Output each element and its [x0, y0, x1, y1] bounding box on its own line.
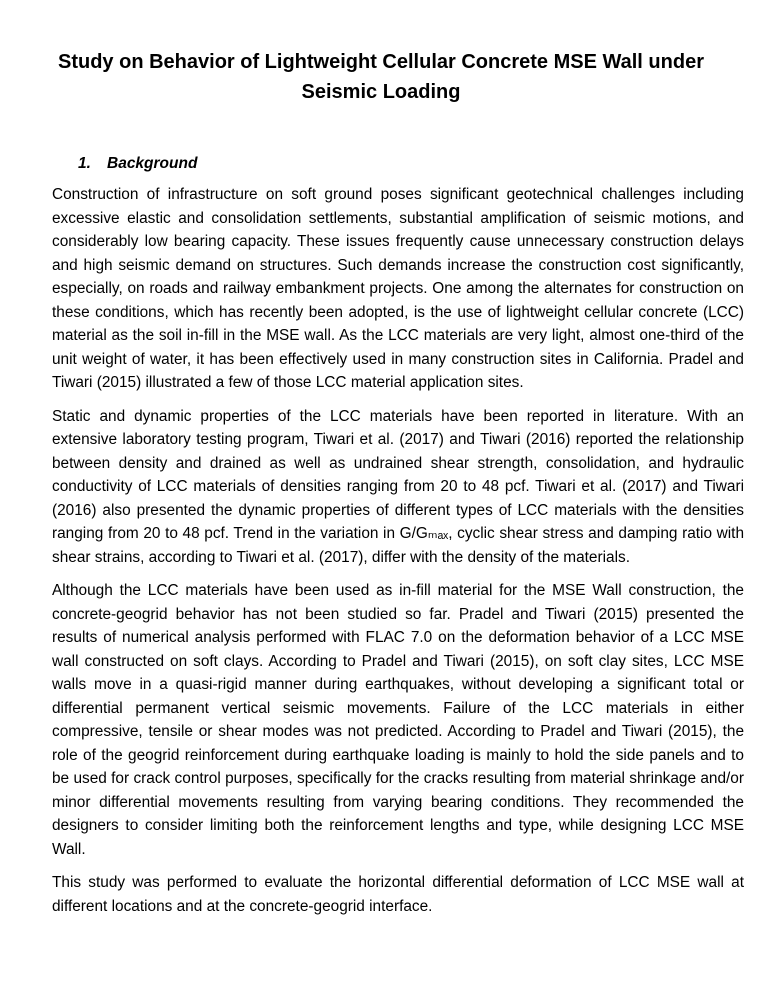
paragraph-3: Although the LCC materials have been used as in-fill material for the MSE Wall construction, the concrete-geogrid behavior has not been studied so far. Pradel and Tiwari (2015) presented the results of numerical analysis performed with FLAC 7.0 on the deformation behavior of a LCC MSE wall constructed on soft clays. According to Pradel and Tiwari (2015), on soft clay sites, LCC MSE walls move in a quasi-rigid manner during earthquakes, without developing a significant total or differential permanent vertical seismic movements. Failure of the LCC materials in either compressive, tensile or shear modes was not predicted. According to Pradel and Tiwari (2015), the role of the geogrid reinforcement during earthquake loading is mainly to hold the side panels and to be used for crack control purposes, specifically for the cracks resulting from material shrinkage and/or minor differential movements resulting from varying bearing conditions. They recommended the designers to consider limiting both the reinforcement lengths and type, while designing LCC MSE Wall.	[52, 582, 744, 858]
paragraph-2: Static and dynamic properties of the LCC materials have been reported in literature. With an extensive laboratory testing program, Tiwari et al. (2017) and Tiwari (2016) reported the relationship between density and drained as well as undrained shear strength, consolidation, and hydraulic conductivity of LCC materials of densities ranging from 20 to 48 pcf. Tiwari et al. (2017) and Tiwari (2016) also presented the dynamic properties of different types of LCC materials with the densities ranging from 20 to 48 pcf. Trend in the variation in G/Gₘₐₓ, cyclic shear stress and damping ratio with shear strains, according to Tiwari et al. (2017), differ with the density of the materials.	[52, 407, 744, 566]
section-heading-background	[52, 152, 744, 176]
section-title: Background	[107, 155, 198, 172]
paragraph-1: Construction of infrastructure on soft ground poses significant geotechnical challenges including excessive elastic and consolidation settlements, substantial amplification of seismic motions, and considerably low bearing capacity. These issues frequently cause unnecessary construction delays and high seismic demand on structures. Such demands increase the construction cost significantly, especially, on roads and railway embankment projects. One among the alternates for construction on these conditions, which has recently been adopted, is the use of lightweight cellular concrete (LCC) material as the soil in-fill in the MSE wall. As the LCC materials are very light, almost one-third of the unit weight of water, it has been effectively used in many construction sites in California. Pradel and Tiwari (2015) illustrated a few of those LCC material application sites.	[52, 186, 744, 391]
document-title	[0, 0, 762, 107]
document-title-line-1: Study on Behavior of Lightweight Cellular Concrete MSE Wall under	[58, 51, 704, 73]
paragraph-4: This study was performed to evaluate the horizontal differential deformation of LCC MSE wall at different locations and at the concrete-geogrid interface.	[52, 874, 744, 915]
document-body	[52, 152, 744, 918]
section-number: 1.	[78, 155, 91, 172]
document-title-line-2: Seismic Loading	[301, 81, 461, 103]
